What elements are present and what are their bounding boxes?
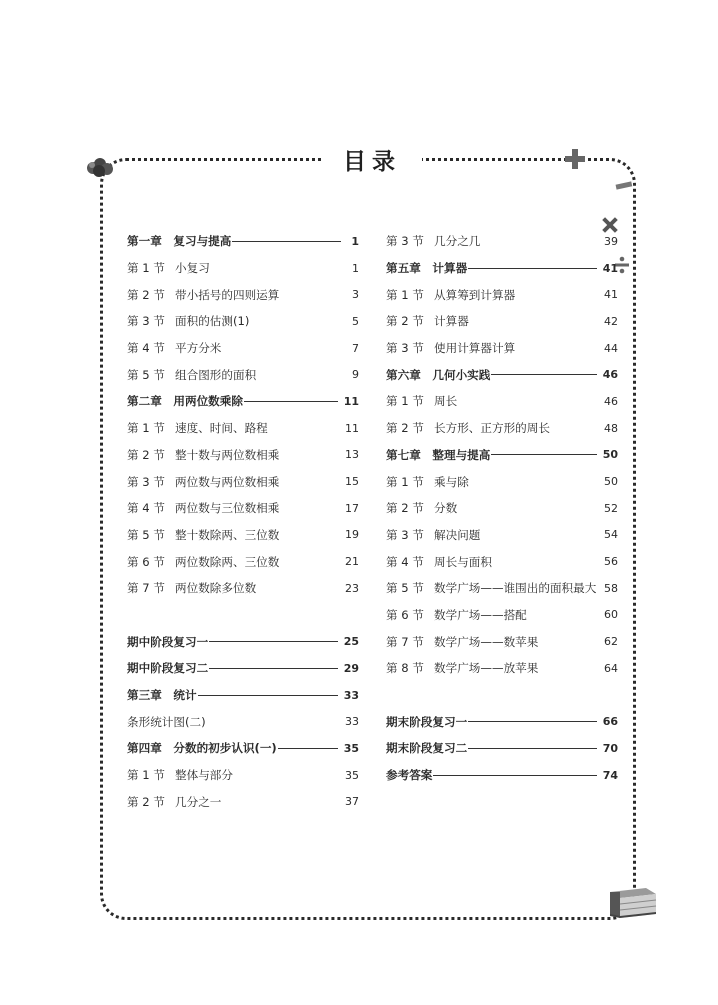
toc-entry-label [127,447,279,463]
toc-page-number: 39 [604,234,618,248]
toc-entry-label [386,607,527,623]
toc-page-number: 29 [343,661,359,675]
toc-entry-label [386,367,490,383]
toc-section-entry[interactable] [127,468,359,495]
toc-entry-title: 组合图形的面积 [175,367,257,382]
toc-entry-title: 周长与面积 [434,554,492,569]
toc-entry-label [386,740,467,756]
toc-chapter-entry[interactable] [386,255,618,282]
toc-section-entry[interactable] [127,308,359,335]
toc-entry-label [127,767,233,783]
toc-page-number: 46 [604,394,618,408]
toc-right-column [386,228,618,788]
toc-section-entry[interactable] [127,575,359,602]
toc-section-entry[interactable] [127,708,359,735]
toc-section-entry[interactable] [127,281,359,308]
toc-page-number: 50 [604,475,618,489]
toc-section-entry[interactable] [127,415,359,442]
toc-page-number: 70 [602,741,618,755]
toc-section-number: 第 7 节 [386,634,424,649]
toc-section-number: 第 8 节 [386,661,424,676]
toc-section-entry[interactable] [127,442,359,469]
toc-section-entry[interactable] [127,361,359,388]
toc-entry-title: 两位数与两位数相乘 [175,474,280,489]
leader-line [232,241,341,242]
toc-entry-title: 第二章 用两位数乘除 [127,394,243,409]
toc-entry-label [127,420,268,436]
toc-page-number: 7 [352,341,359,355]
toc-section-entry[interactable] [386,575,618,602]
toc-entry-title: 面积的估测(1) [175,314,250,329]
toc-page-number: 3 [352,288,359,302]
toc-entry-title: 数学广场——数苹果 [434,634,539,649]
toc-page-number: 9 [352,368,359,382]
toc-section-entry[interactable] [386,522,618,549]
toc-entry-label [127,634,208,650]
toc-section-entry[interactable] [386,655,618,682]
toc-entry-label [127,740,277,756]
toc-section-entry[interactable] [386,308,618,335]
toc-entry-title: 使用计算器计算 [434,341,516,356]
toc-entry-title: 期中阶段复习二 [127,661,209,676]
leader-line [209,668,338,669]
toc-entry-label [127,794,221,810]
toc-entry-label [127,393,243,409]
toc-section-number: 第 4 节 [127,501,165,516]
toc-section-entry[interactable] [386,388,618,415]
toc-page-number: 35 [345,768,359,782]
toc-entry-title: 周长 [434,394,458,409]
toc-entry-title: 解决问题 [434,527,481,542]
toc-entry-label [386,714,467,730]
toc-section-number: 第 3 节 [386,234,424,249]
toc-left-column [127,228,359,815]
toc-entry-title: 条形统计图(二) [127,714,206,729]
leader-line [278,748,338,749]
leader-line [491,374,596,375]
toc-chapter-entry[interactable] [127,735,359,762]
toc-entry-title: 几分之几 [434,234,481,249]
toc-page-number: 17 [345,501,359,515]
toc-section-number: 第 2 节 [127,794,165,809]
toc-entry-title: 平方分米 [175,341,222,356]
spacer [127,602,359,629]
toc-entry-label [386,393,457,409]
toc-section-number: 第 2 节 [386,501,424,516]
toc-page-number: 11 [343,394,359,408]
toc-entry-label [127,340,221,356]
leader-line [468,268,597,269]
toc-entry-title: 第三章 统计 [127,688,197,703]
toc-entry-title: 两位数除多位数 [175,581,257,596]
toc-entry-title: 数学广场——搭配 [434,607,527,622]
toc-section-entry[interactable] [386,495,618,522]
toc-section-number: 第 7 节 [127,581,165,596]
toc-section-entry[interactable] [386,468,618,495]
toc-entry-label [386,500,457,516]
toc-page-number: 50 [602,448,618,462]
toc-section-number: 第 5 节 [127,527,165,542]
toc-page-number: 42 [604,314,618,328]
toc-section-number: 第 4 节 [127,341,165,356]
toc-section-number: 第 6 节 [127,554,165,569]
toc-entry-label [127,474,279,490]
toc-page-number: 15 [345,475,359,489]
toc-section-number: 第 2 节 [386,314,424,329]
toc-entry-title: 几分之一 [175,794,222,809]
toc-section-number: 第 3 节 [386,527,424,542]
toc-entry-label [386,233,480,249]
toc-page-number: 56 [604,555,618,569]
toc-entry-label [127,660,208,676]
toc-page-number: 1 [351,234,359,248]
toc-entry-label [386,287,515,303]
toc-section-number: 第 3 节 [127,314,165,329]
toc-entry-title: 乘与除 [434,474,469,489]
toc-section-entry[interactable] [386,281,618,308]
toc-entry-label [386,260,467,276]
toc-page-number: 33 [343,688,359,702]
toc-section-entry[interactable] [386,335,618,362]
toc-entry-label [127,260,210,276]
leader-line [468,748,597,749]
toc-entry-label [127,580,256,596]
toc-entry-title: 第四章 分数的初步认识(一) [127,741,277,756]
toc-section-number: 第 1 节 [386,287,424,302]
toc-page-number: 62 [604,635,618,649]
toc-section-number: 第 6 节 [386,607,424,622]
page-title: 目录 [343,149,401,175]
toc-entry-label [127,500,279,516]
toc-entry-label [127,527,279,543]
toc-entry-label [127,367,256,383]
leader-line [468,721,597,722]
toc-entry-title: 参考答案 [386,768,433,783]
toc-entry-title: 计算器 [434,314,469,329]
toc-section-number: 第 1 节 [386,474,424,489]
toc-entry-label [386,554,492,570]
toc-chapter-entry[interactable] [127,628,359,655]
toc-section-number: 第 2 节 [127,287,165,302]
toc-section-number: 第 4 节 [386,554,424,569]
toc-entry-label [386,474,469,490]
toc-entry-title: 整十数除两、三位数 [175,527,280,542]
toc-section-number: 第 3 节 [127,474,165,489]
toc-entry-label [127,233,231,249]
toc-page-number: 46 [602,368,618,382]
toc-page-number: 23 [345,581,359,595]
toc-section-entry[interactable] [127,335,359,362]
toc-entry-label [386,767,432,783]
leader-line [491,454,596,455]
toc-section-entry[interactable] [386,415,618,442]
toc-page-number: 37 [345,795,359,809]
spacer [386,682,618,709]
toc-page-number: 66 [602,715,618,729]
toc-page-number: 48 [604,421,618,435]
toc-section-number: 第 3 节 [386,341,424,356]
toc-entry-title: 第七章 整理与提高 [386,447,491,462]
toc-entry-title: 小复习 [175,261,210,276]
toc-chapter-entry[interactable] [127,682,359,709]
toc-entry-title: 第六章 几何小实践 [386,367,491,382]
toc-chapter-entry[interactable] [386,361,618,388]
minus-icon [614,180,636,192]
books-icon [606,884,660,920]
toc-chapter-entry[interactable] [127,228,359,255]
toc-entry-title: 速度、时间、路程 [175,421,268,436]
toc-chapter-entry[interactable] [386,762,618,789]
toc-entry-title: 数学广场——放苹果 [434,661,539,676]
toc-entry-title: 期末阶段复习二 [386,741,468,756]
toc-section-entry[interactable] [386,228,618,255]
toc-entry-title: 带小括号的四则运算 [175,287,280,302]
toc-section-entry[interactable] [127,788,359,815]
toc-page-number: 5 [352,314,359,328]
toc-section-entry[interactable] [127,522,359,549]
toc-chapter-entry[interactable] [386,735,618,762]
toc-section-number: 第 5 节 [127,367,165,382]
toc-entry-label [386,660,538,676]
toc-entry-label [386,420,550,436]
toc-section-entry[interactable] [386,628,618,655]
toc-page-number: 11 [345,421,359,435]
toc-page-number: 74 [602,768,618,782]
toc-entry-title: 第一章 复习与提高 [127,234,232,249]
toc-section-entry[interactable] [127,762,359,789]
toc-page-number: 33 [345,715,359,729]
toc-entry-label [386,313,469,329]
toc-section-number: 第 1 节 [127,261,165,276]
toc-page-number: 60 [604,608,618,622]
toc-entry-label [386,634,538,650]
toc-entry-label [127,687,197,703]
toc-page-number: 19 [345,528,359,542]
toc-section-entry[interactable] [386,602,618,629]
toc-entry-title: 两位数与三位数相乘 [175,501,280,516]
toc-page-number: 1 [352,261,359,275]
leader-line [209,641,338,642]
toc-chapter-entry[interactable] [386,442,618,469]
toc-section-number: 第 1 节 [386,394,424,409]
cloud-icon [84,156,116,180]
toc-entry-label [386,527,480,543]
toc-section-number: 第 1 节 [127,421,165,436]
toc-page-number: 54 [604,528,618,542]
toc-entry-label [386,580,596,596]
toc-page-number: 35 [343,741,359,755]
toc-page-number: 58 [604,581,618,595]
toc-section-number: 第 1 节 [127,768,165,783]
toc-entry-label [127,714,206,730]
toc-section-number: 第 5 节 [386,581,424,596]
toc-entry-title: 分数 [434,501,458,516]
toc-entry-title: 期中阶段复习一 [127,634,209,649]
toc-page-number: 44 [604,341,618,355]
toc-section-entry[interactable] [127,255,359,282]
toc-page-number: 13 [345,448,359,462]
leader-line [244,401,338,402]
toc-chapter-entry[interactable] [127,388,359,415]
toc-page-number: 52 [604,501,618,515]
toc-section-number: 第 2 节 [386,421,424,436]
toc-page-number: 41 [602,261,618,275]
toc-section-entry[interactable] [127,548,359,575]
toc-section-entry[interactable] [386,548,618,575]
toc-entry-title: 数学广场——谁围出的面积最大 [434,581,597,596]
toc-chapter-entry[interactable] [127,655,359,682]
leader-line [198,695,338,696]
toc-entry-label [127,554,279,570]
toc-entry-title: 两位数除两、三位数 [175,554,280,569]
toc-section-number: 第 2 节 [127,447,165,462]
toc-entry-label [127,313,249,329]
toc-entry-title: 整十数与两位数相乘 [175,447,280,462]
toc-entry-title: 从算筹到计算器 [434,287,516,302]
toc-page-number: 25 [343,635,359,649]
toc-entry-label [386,340,515,356]
toc-section-entry[interactable] [127,495,359,522]
toc-entry-label [127,287,279,303]
toc-entry-label [386,447,490,463]
leader-line [433,775,596,776]
toc-page-number: 21 [345,555,359,569]
toc-chapter-entry[interactable] [386,708,618,735]
plus-icon [563,147,587,171]
toc-entry-title: 第五章 计算器 [386,261,468,276]
toc-page-number: 64 [604,661,618,675]
toc-entry-title: 整体与部分 [175,768,233,783]
toc-page-number: 41 [604,288,618,302]
toc-entry-title: 长方形、正方形的周长 [434,421,550,436]
toc-entry-title: 期末阶段复习一 [386,714,468,729]
